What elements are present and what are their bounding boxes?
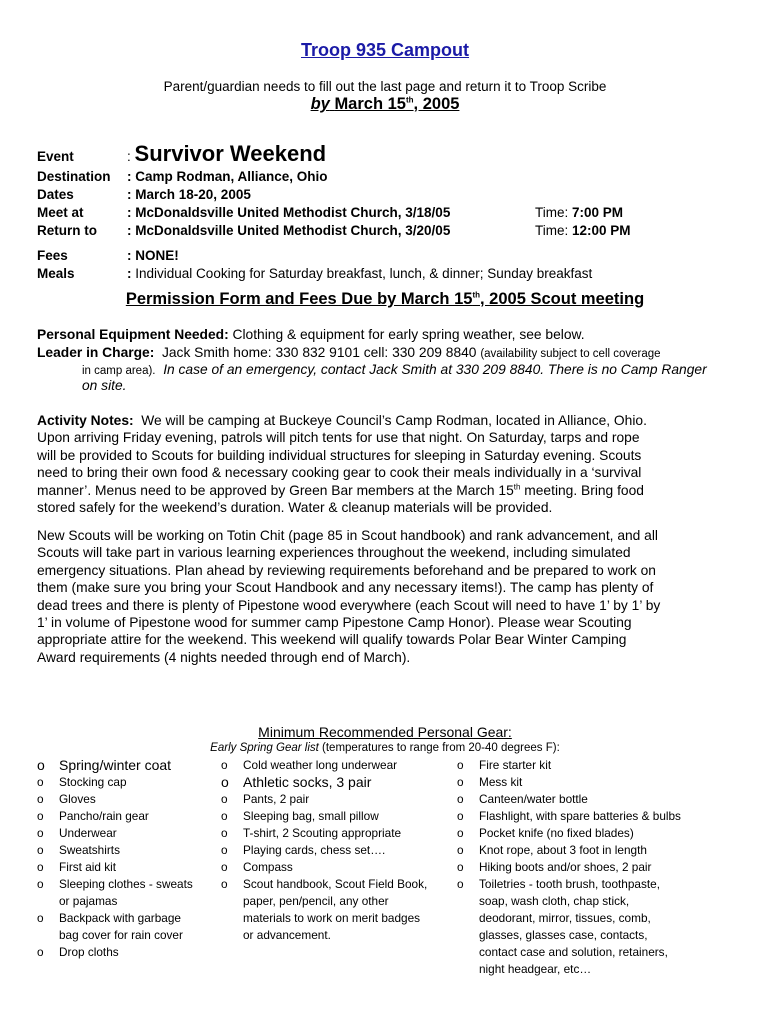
due-year: , 2005 <box>413 95 460 113</box>
gear-item-label: night headgear, etc… <box>479 962 592 976</box>
bullet-icon: o <box>37 826 44 840</box>
bullet-icon: o <box>457 826 464 840</box>
destination-value <box>127 169 328 184</box>
destination-label: Destination <box>37 169 111 184</box>
gear-item <box>221 757 451 774</box>
gear-item-label: soap, wash cloth, chap stick, <box>479 894 630 908</box>
gear-column-2 <box>221 757 451 944</box>
bullet-icon: o <box>37 809 44 823</box>
gear-item <box>37 859 217 876</box>
leader-line <box>37 345 661 360</box>
gear-item-label: Stocking cap <box>59 775 127 789</box>
meet-text: McDonaldsville United Methodist Church, 3/18/05 <box>135 205 451 220</box>
gear-item-label: Spring/winter coat <box>59 757 172 773</box>
instruction-text: Parent/guardian needs to fill out the last page and return it to Troop Scribe <box>163 79 607 94</box>
gear-item <box>457 893 717 910</box>
gear-item-label: Cold weather long underwear <box>243 758 398 772</box>
gear-item-label: Pancho/rain gear <box>59 809 149 823</box>
gear-sub-italic: Early Spring Gear list <box>210 742 319 754</box>
emergency-text-b: on site. <box>82 378 127 393</box>
gear-item-label: Playing cards, chess set…. <box>243 843 386 857</box>
bullet-icon: o <box>221 809 228 823</box>
gear-item <box>37 944 217 961</box>
activity-notes <box>37 412 737 516</box>
gear-item-label: Sleeping clothes - sweats <box>59 877 193 891</box>
meals-text: Individual Cooking for Saturday breakfast, lunch, & dinner; Sunday breakfast <box>135 266 593 281</box>
meet-label: Meet at <box>37 205 84 220</box>
bullet-icon: o <box>37 911 44 925</box>
leader-small-b: in camp area). <box>82 365 156 377</box>
bullet-icon: o <box>457 775 464 789</box>
page-title: Troop 935 Campout <box>300 40 470 60</box>
bullet-icon: o <box>457 860 464 874</box>
gear-item <box>457 808 717 825</box>
event-name: Survivor Weekend <box>134 141 327 166</box>
bullet-icon: o <box>221 877 228 891</box>
gear-item-label: Gloves <box>59 792 96 806</box>
gear-item <box>37 927 217 944</box>
newscouts-line-8: Award requirements (4 nights needed through end of March). <box>37 649 411 665</box>
gear-item <box>37 774 217 791</box>
leader-label: Leader in Charge: <box>37 345 155 360</box>
event-label: Event <box>37 149 74 164</box>
activity-line-6: stored safely for the weekend’s duration. Water & cleanup materials will be provided. <box>37 500 553 516</box>
bullet-icon: o <box>457 792 464 806</box>
gear-item <box>37 876 217 893</box>
leader-small-a: (availability subject to cell coverage <box>480 348 661 360</box>
activity-l5-sup: th <box>513 482 521 492</box>
gear-item <box>221 808 451 825</box>
gear-item <box>457 825 717 842</box>
gear-item <box>37 910 217 927</box>
time-value: 7:00 PM <box>572 205 624 220</box>
bullet-icon: o <box>37 843 44 857</box>
gear-item-label: Backpack with garbage <box>59 911 181 925</box>
return-label: Return to <box>37 223 97 238</box>
permission-text-b: , 2005 Scout meeting <box>480 290 645 308</box>
emergency-text: In case of an emergency, contact Jack Smith at 330 209 8840. There is no Camp Ranger <box>163 362 707 377</box>
meet-value <box>127 205 450 220</box>
gear-item <box>37 808 217 825</box>
bullet-icon: o <box>37 792 44 806</box>
permission-heading <box>0 290 770 309</box>
gear-item <box>221 876 451 893</box>
gear-item-label: Athletic socks, 3 pair <box>243 774 372 790</box>
newscouts-line-2: Scouts will take part in various learning experiences throughout the weekend, including simulated <box>37 545 631 561</box>
colon: : <box>127 205 132 220</box>
gear-item-label: Toiletries - tooth brush, toothpaste, <box>479 877 660 891</box>
activity-text: We will be camping at Buckeye Council’s Camp Rodman, located in Alliance, Ohio. <box>141 413 647 428</box>
bullet-icon: o <box>37 877 44 891</box>
gear-item-label: Hiking boots and/or shoes, 2 pair <box>479 860 652 874</box>
gear-item-label: deodorant, mirror, tissues, comb, <box>479 911 651 925</box>
bullet-icon: o <box>37 945 44 959</box>
gear-item <box>37 757 217 774</box>
gear-item <box>457 927 717 944</box>
newscouts-line-7: appropriate attire for the weekend. This weekend will qualify towards Polar Bear Winter Camping <box>37 632 627 648</box>
return-time <box>535 223 631 238</box>
equipment-text: Clothing & equipment for early spring weather, see below. <box>232 327 585 342</box>
bullet-icon: o <box>457 758 464 772</box>
gear-item-label: Scout handbook, Scout Field Book, <box>243 877 428 891</box>
gear-item-label: or pajamas <box>59 894 118 908</box>
bullet-icon: o <box>221 774 229 790</box>
colon: : <box>127 169 132 184</box>
equipment-line <box>37 327 585 342</box>
equipment-label: Personal Equipment Needed: <box>37 327 229 342</box>
activity-line-1 <box>37 412 737 429</box>
gear-item-label: Drop cloths <box>59 945 119 959</box>
permission-text-a: Permission Form and Fees Due by March 15 <box>125 290 473 308</box>
newscouts-line-6: 1’ in volume of Pipestone wood for summer camp Pipestone Camp Honor). Please wear Scouting <box>37 615 632 631</box>
gear-item <box>457 757 717 774</box>
bullet-icon: o <box>221 792 228 806</box>
gear-column-1 <box>37 757 217 961</box>
gear-subheading <box>0 742 770 754</box>
permission-sup: th <box>472 290 481 300</box>
gear-heading: Minimum Recommended Personal Gear: <box>258 724 512 740</box>
time-label: Time: <box>535 205 569 220</box>
gear-item <box>457 791 717 808</box>
gear-item-label: glasses, glasses case, contacts, <box>479 928 648 942</box>
gear-item <box>221 927 451 944</box>
gear-item <box>37 825 217 842</box>
fees-text: NONE! <box>135 248 179 263</box>
gear-item <box>221 842 451 859</box>
dates-text: March 18-20, 2005 <box>135 187 251 202</box>
gear-item-label: Sweatshirts <box>59 843 120 857</box>
event-value <box>127 141 326 167</box>
time-label: Time: <box>535 223 569 238</box>
dates-label: Dates <box>37 187 74 202</box>
return-text: McDonaldsville United Methodist Church, 3/20/05 <box>135 223 451 238</box>
leader-text: Jack Smith home: 330 832 9101 cell: 330 209 8840 <box>161 345 477 360</box>
gear-item-label: T-shirt, 2 Scouting appropriate <box>243 826 402 840</box>
fees-value <box>127 248 179 263</box>
gear-item-label: Flashlight, with spare batteries & bulbs <box>479 809 681 823</box>
gear-item-label: bag cover for rain cover <box>59 928 183 942</box>
meet-time <box>535 205 623 220</box>
gear-item <box>221 910 451 927</box>
due-date: March 15 <box>334 95 406 113</box>
activity-line-3: will be provided to Scouts for building individual structures for sleeping in Saturday evening. Scouts <box>37 447 642 463</box>
gear-item <box>221 859 451 876</box>
gear-item <box>457 842 717 859</box>
due-by: by <box>310 95 330 113</box>
leader-line-3 <box>82 378 126 393</box>
gear-item <box>37 893 217 910</box>
colon: : <box>127 187 132 202</box>
gear-item-label: Fire starter kit <box>479 758 552 772</box>
dates-value <box>127 187 251 202</box>
activity-label: Activity Notes: <box>37 413 134 428</box>
due-date-line <box>0 95 770 114</box>
gear-item <box>457 774 717 791</box>
gear-item <box>37 842 217 859</box>
gear-item-label: Sleeping bag, small pillow <box>243 809 379 823</box>
gear-item-label: paper, pen/pencil, any other <box>243 894 389 908</box>
gear-item-label: Knot rope, about 3 foot in length <box>479 843 647 857</box>
bullet-icon: o <box>457 877 464 891</box>
gear-item <box>457 910 717 927</box>
gear-item-label: First aid kit <box>59 860 117 874</box>
newscouts-line-1: New Scouts will be working on Totin Chit (page 85 in Scout handbook) and rank advancement, and all <box>37 528 658 543</box>
gear-item-label: Mess kit <box>479 775 523 789</box>
gear-item <box>221 791 451 808</box>
new-scouts-notes <box>37 527 737 666</box>
colon: : <box>127 223 132 238</box>
gear-column-3 <box>457 757 717 978</box>
gear-item-label: contact case and solution, retainers, <box>479 945 668 959</box>
newscouts-line-4: them (make sure you bring your Scout Handbook and any necessary items!). The camp has plenty of <box>37 580 654 596</box>
activity-line-4: need to bring their own food & necessary cooking gear to cook their meals individually in a ‘survival <box>37 465 642 481</box>
activity-line-5 <box>37 482 737 499</box>
bullet-icon: o <box>457 809 464 823</box>
gear-item-label: materials to work on merit badges <box>243 911 421 925</box>
colon: : <box>127 266 132 281</box>
activity-line-2: Upon arriving Friday evening, patrols will pitch tents for use that night. On Saturday, tarps and rope <box>37 430 640 446</box>
gear-item <box>221 825 451 842</box>
destination-text: Camp Rodman, Alliance, Ohio <box>135 169 328 184</box>
activity-l5b: meeting. Bring food <box>520 482 644 498</box>
gear-item <box>221 893 451 910</box>
meals-label: Meals <box>37 266 75 281</box>
gear-item-label: Canteen/water bottle <box>479 792 588 806</box>
gear-sub-rest: (temperatures to range from 20-40 degrees F): <box>318 742 560 754</box>
bullet-icon: o <box>221 826 228 840</box>
gear-item <box>37 791 217 808</box>
gear-item <box>457 859 717 876</box>
time-value: 12:00 PM <box>572 223 631 238</box>
leader-line-2 <box>82 362 707 377</box>
return-value <box>127 223 450 238</box>
due-sup: th <box>405 95 414 105</box>
bullet-icon: o <box>37 757 45 773</box>
colon: : <box>127 248 132 263</box>
gear-item <box>457 944 717 961</box>
gear-item-label: Underwear <box>59 826 117 840</box>
bullet-icon: o <box>37 860 44 874</box>
gear-item <box>221 774 451 791</box>
colon: : <box>127 149 131 164</box>
bullet-icon: o <box>221 758 228 772</box>
newscouts-line-3: emergency situations. Plan ahead by reviewing requirements beforehand and be prepared to work on <box>37 562 656 578</box>
gear-item <box>457 961 717 978</box>
bullet-icon: o <box>37 775 44 789</box>
gear-item-label: Compass <box>243 860 293 874</box>
bullet-icon: o <box>457 843 464 857</box>
bullet-icon: o <box>221 860 228 874</box>
fees-label: Fees <box>37 248 68 263</box>
gear-item-label: or advancement. <box>243 928 331 942</box>
newscouts-line-5: dead trees and there is plenty of Pipestone wood everywhere (each Scout will need to have 1’ by 1’ by <box>37 597 661 613</box>
gear-item-label: Pocket knife (no fixed blades) <box>479 826 634 840</box>
gear-item-label: Pants, 2 pair <box>243 792 310 806</box>
gear-item <box>457 876 717 893</box>
meals-value <box>127 266 592 281</box>
bullet-icon: o <box>221 843 228 857</box>
activity-l5a: manner’. Menus need to be approved by Green Bar members at the March 15 <box>37 482 514 498</box>
